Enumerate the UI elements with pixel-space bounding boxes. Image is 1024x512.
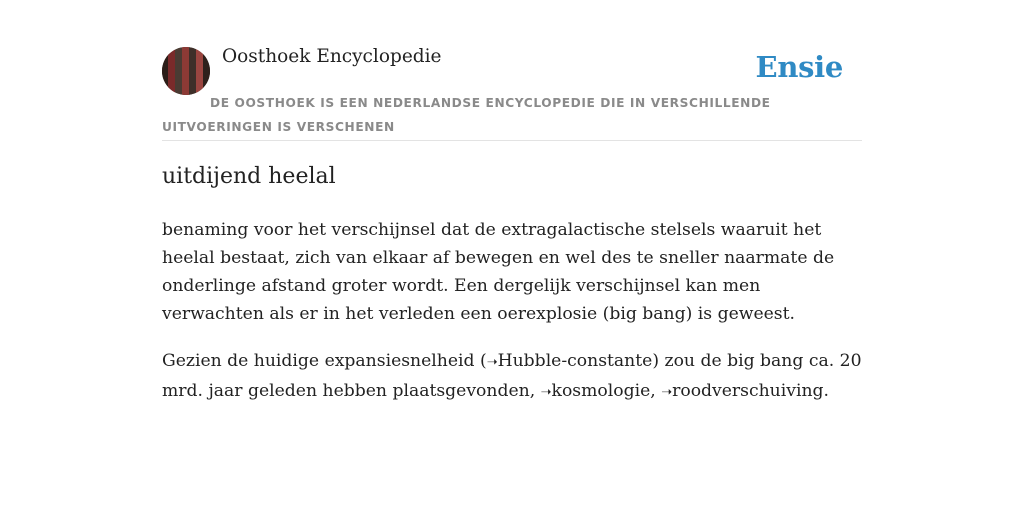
paragraph-text: Gezien de huidige expansiesnelheid ( [162, 351, 487, 371]
book-spine [196, 47, 203, 95]
link-hubble-constante[interactable]: Hubble-constante [497, 351, 653, 371]
link-roodverschuiving[interactable]: roodverschuiving [672, 381, 824, 401]
book-spine [189, 47, 196, 95]
cross-reference-arrow-icon: ➝ [486, 355, 498, 370]
book-spine [168, 47, 175, 95]
link-kosmologie[interactable]: kosmologie [551, 381, 651, 401]
book-spine [175, 47, 182, 95]
entry-body [162, 216, 867, 426]
header [162, 0, 862, 141]
paragraph-text: , [650, 381, 662, 401]
book-spine [203, 47, 210, 95]
entry-paragraph [162, 347, 867, 407]
site-description: DE OOSTHOEK IS EEN NEDERLANDSE ENCYCLOPEDIE DIE IN VERSCHILLENDE UITVOERINGEN IS VERSCHENEN [162, 96, 771, 134]
cross-reference-arrow-icon: ➝ [540, 385, 552, 400]
page [162, 0, 862, 401]
encyclopedia-books-icon[interactable] [162, 47, 210, 95]
book-spine [182, 47, 189, 95]
site-title[interactable]: Oosthoek Encyclopedie [222, 46, 442, 67]
paragraph-text: ) zou de big bang ca. 20 mrd. jaar geleden hebben plaatsgevonden, [162, 351, 862, 401]
entry-paragraph: benaming voor het verschijnsel dat de extragalactische stelsels waaruit het heelal bestaat, zich van elkaar af bewegen en wel des te sneller naarmate de onderlinge afstand groter wordt. Een dergelijk verschijnsel kan men verwachten als er in het verleden een oerexplosie (big bang) is geweest. [162, 220, 835, 324]
paragraph-text: . [823, 381, 829, 401]
cross-reference-arrow-icon: ➝ [661, 385, 673, 400]
brand-logo-link[interactable]: Ensie [755, 50, 843, 84]
entry-title: uitdijend heelal [162, 164, 336, 189]
